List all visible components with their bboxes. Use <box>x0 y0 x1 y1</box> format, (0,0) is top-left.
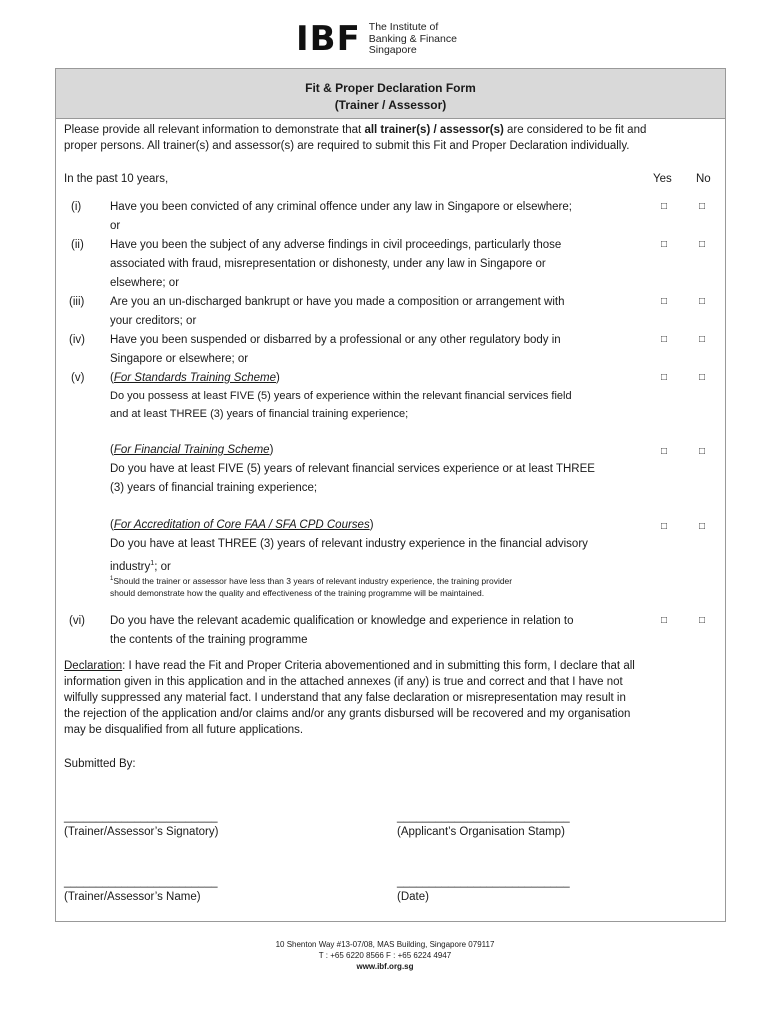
declaration-line-2: information given in this application and in the attached annexes (if any) is true and correct and that I have not <box>64 676 623 688</box>
q3-yes-checkbox[interactable]: □ <box>661 296 668 307</box>
date-line[interactable]: ___________________________ <box>397 876 570 888</box>
declaration-line-3: wilfully suppressed any material fact. I understand that any false declaration or misrepresentation may result in <box>64 692 626 704</box>
footer-address: 10 Shenton Way #13-07/08, MAS Building, Singapore 079117 <box>275 940 495 949</box>
q4-yes-checkbox[interactable]: □ <box>661 334 668 345</box>
signatory-line[interactable]: ________________________ <box>64 811 218 823</box>
yes-header: Yes <box>653 173 672 185</box>
date-label: (Date) <box>397 891 429 903</box>
q5-s2-no-checkbox[interactable]: □ <box>699 446 706 457</box>
footer-web[interactable]: www.ibf.org.sg <box>356 962 414 971</box>
q3-no-checkbox[interactable]: □ <box>699 296 706 307</box>
q5-s3-line-1: Do you have at least THREE (3) years of relevant industry experience in the financial advisory <box>110 538 588 550</box>
q5-scheme-1-name: For Standards Training Scheme <box>113 372 276 384</box>
name-line[interactable]: ________________________ <box>64 876 218 888</box>
form-box <box>55 68 726 922</box>
q5-scheme-3: (For Accreditation of Core FAA / SFA CPD Courses) <box>110 519 374 531</box>
q4-number: (iv) <box>69 334 85 346</box>
q5-s1-line-1: Do you possess at least FIVE (5) years of experience within the relevant financial services field <box>110 390 572 402</box>
q5-scheme-3-name: For Accreditation of Core FAA / SFA CPD Courses <box>113 519 370 531</box>
q6-number: (vi) <box>69 615 85 627</box>
q1-line-1: Have you been convicted of any criminal offence under any law in Singapore or elsewhere; <box>110 201 572 213</box>
q5-number: (v) <box>71 372 85 384</box>
stamp-line[interactable]: ___________________________ <box>397 811 570 823</box>
intro-bold: all trainer(s) / assessor(s) <box>364 124 504 136</box>
logo-line-3: Singapore <box>368 44 417 56</box>
q4-line-2: Singapore or elsewhere; or <box>110 353 249 365</box>
logo-line-2: Banking & Finance <box>368 32 457 45</box>
declaration-line-4: the rejection of the application and/or claims and/or any grants disbursed will be recovered and my organisation <box>64 708 631 720</box>
q6-line-2: the contents of the training programme <box>110 634 308 646</box>
footnote-text-1: Should the trainer or assessor have less than 3 years of relevant industry experience, the training provider <box>113 575 513 586</box>
q5-s1-line-2: and at least THREE (3) years of financial training experience; <box>110 408 409 420</box>
q5-s1-no-checkbox[interactable]: □ <box>699 372 706 383</box>
q6-yes-checkbox[interactable]: □ <box>661 615 668 626</box>
q5-s3-no-checkbox[interactable]: □ <box>699 521 706 532</box>
q1-number: (i) <box>71 201 82 213</box>
submitted-by: Submitted By: <box>64 758 136 770</box>
footnote-line-1 <box>110 573 512 588</box>
q5-s3-yes-checkbox[interactable]: □ <box>661 521 668 532</box>
q5-s2-line-2: (3) years of financial training experience; <box>110 482 318 494</box>
q2-number: (ii) <box>71 239 84 251</box>
q5-scheme-2: (For Financial Training Scheme) <box>110 444 274 456</box>
q6-line-1: Do you have the relevant academic qualification or knowledge and experience in relation to <box>110 615 574 627</box>
declaration-text-1: : I have read the Fit and Proper Criteria abovementioned and in submitting this form, I declare that all <box>122 660 635 672</box>
q3-line-1: Are you an un-discharged bankrupt or have you made a composition or arrangement with <box>110 296 565 308</box>
no-header: No <box>696 173 711 185</box>
q3-line-2: your creditors; or <box>110 315 197 327</box>
q3-number: (iii) <box>69 296 85 308</box>
logo-text <box>369 22 457 57</box>
q4-no-checkbox[interactable]: □ <box>699 334 706 345</box>
q2-line-1: Have you been the subject of any adverse findings in civil proceedings, particularly those <box>110 239 562 251</box>
q5-scheme-1: (For Standards Training Scheme) <box>110 372 280 384</box>
past-label: In the past 10 years, <box>64 173 169 185</box>
intro-post: are considered to be fit and <box>503 124 647 136</box>
q6-no-checkbox[interactable]: □ <box>699 615 706 626</box>
declaration-line-5: may be disqualified from all future applications. <box>64 724 304 736</box>
q2-yes-checkbox[interactable]: □ <box>661 239 668 250</box>
q1-no-checkbox[interactable]: □ <box>699 201 706 212</box>
logo-line-1: The Institute of <box>368 21 439 33</box>
q5-s2-line-1: Do you have at least FIVE (5) years of relevant financial services experience or at least THREE <box>110 463 595 475</box>
q2-line-2: associated with fraud, misrepresentation or dishonesty, under any law in Singapore or <box>110 258 546 270</box>
q5-s3-industry: industry <box>110 560 151 573</box>
declaration-line-1 <box>64 658 635 675</box>
q1-line-2: or <box>110 220 121 232</box>
q1-yes-checkbox[interactable]: □ <box>661 201 668 212</box>
footer-phone: T : +65 6220 8566 F : +65 6224 4947 <box>318 951 452 960</box>
footnote-marker: 1 <box>110 576 114 582</box>
q2-no-checkbox[interactable]: □ <box>699 239 706 250</box>
logo-mark: IBF <box>296 19 361 60</box>
q2-line-3: elsewhere; or <box>110 277 180 289</box>
intro-line-1 <box>64 122 646 139</box>
footnote-ref: 1 <box>150 560 155 567</box>
form-subtitle: (Trainer / Assessor) <box>334 98 447 112</box>
signatory-label: (Trainer/Assessor’s Signatory) <box>64 826 219 838</box>
q5-s1-yes-checkbox[interactable]: □ <box>661 372 668 383</box>
name-label: (Trainer/Assessor’s Name) <box>64 891 201 903</box>
q4-line-1: Have you been suspended or disbarred by a professional or any other regulatory body in <box>110 334 561 346</box>
footnote-line-2: should demonstrate how the quality and effectiveness of the training programme will be maintained. <box>110 588 485 598</box>
intro-line-2: proper persons. All trainer(s) and assessor(s) are required to submit this Fit and Proper Declaration individually. <box>64 140 630 152</box>
intro-pre: Please provide all relevant information to demonstrate that <box>64 124 365 136</box>
stamp-label: (Applicant’s Organisation Stamp) <box>397 826 565 838</box>
form-header <box>56 69 725 119</box>
q5-s2-yes-checkbox[interactable]: □ <box>661 446 668 457</box>
q5-s3-or: ; or <box>154 560 171 573</box>
form-title: Fit & Proper Declaration Form <box>305 81 476 95</box>
q5-scheme-2-name: For Financial Training Scheme <box>113 444 270 456</box>
declaration-label: Declaration <box>64 660 123 672</box>
ibf-logo <box>296 19 457 60</box>
